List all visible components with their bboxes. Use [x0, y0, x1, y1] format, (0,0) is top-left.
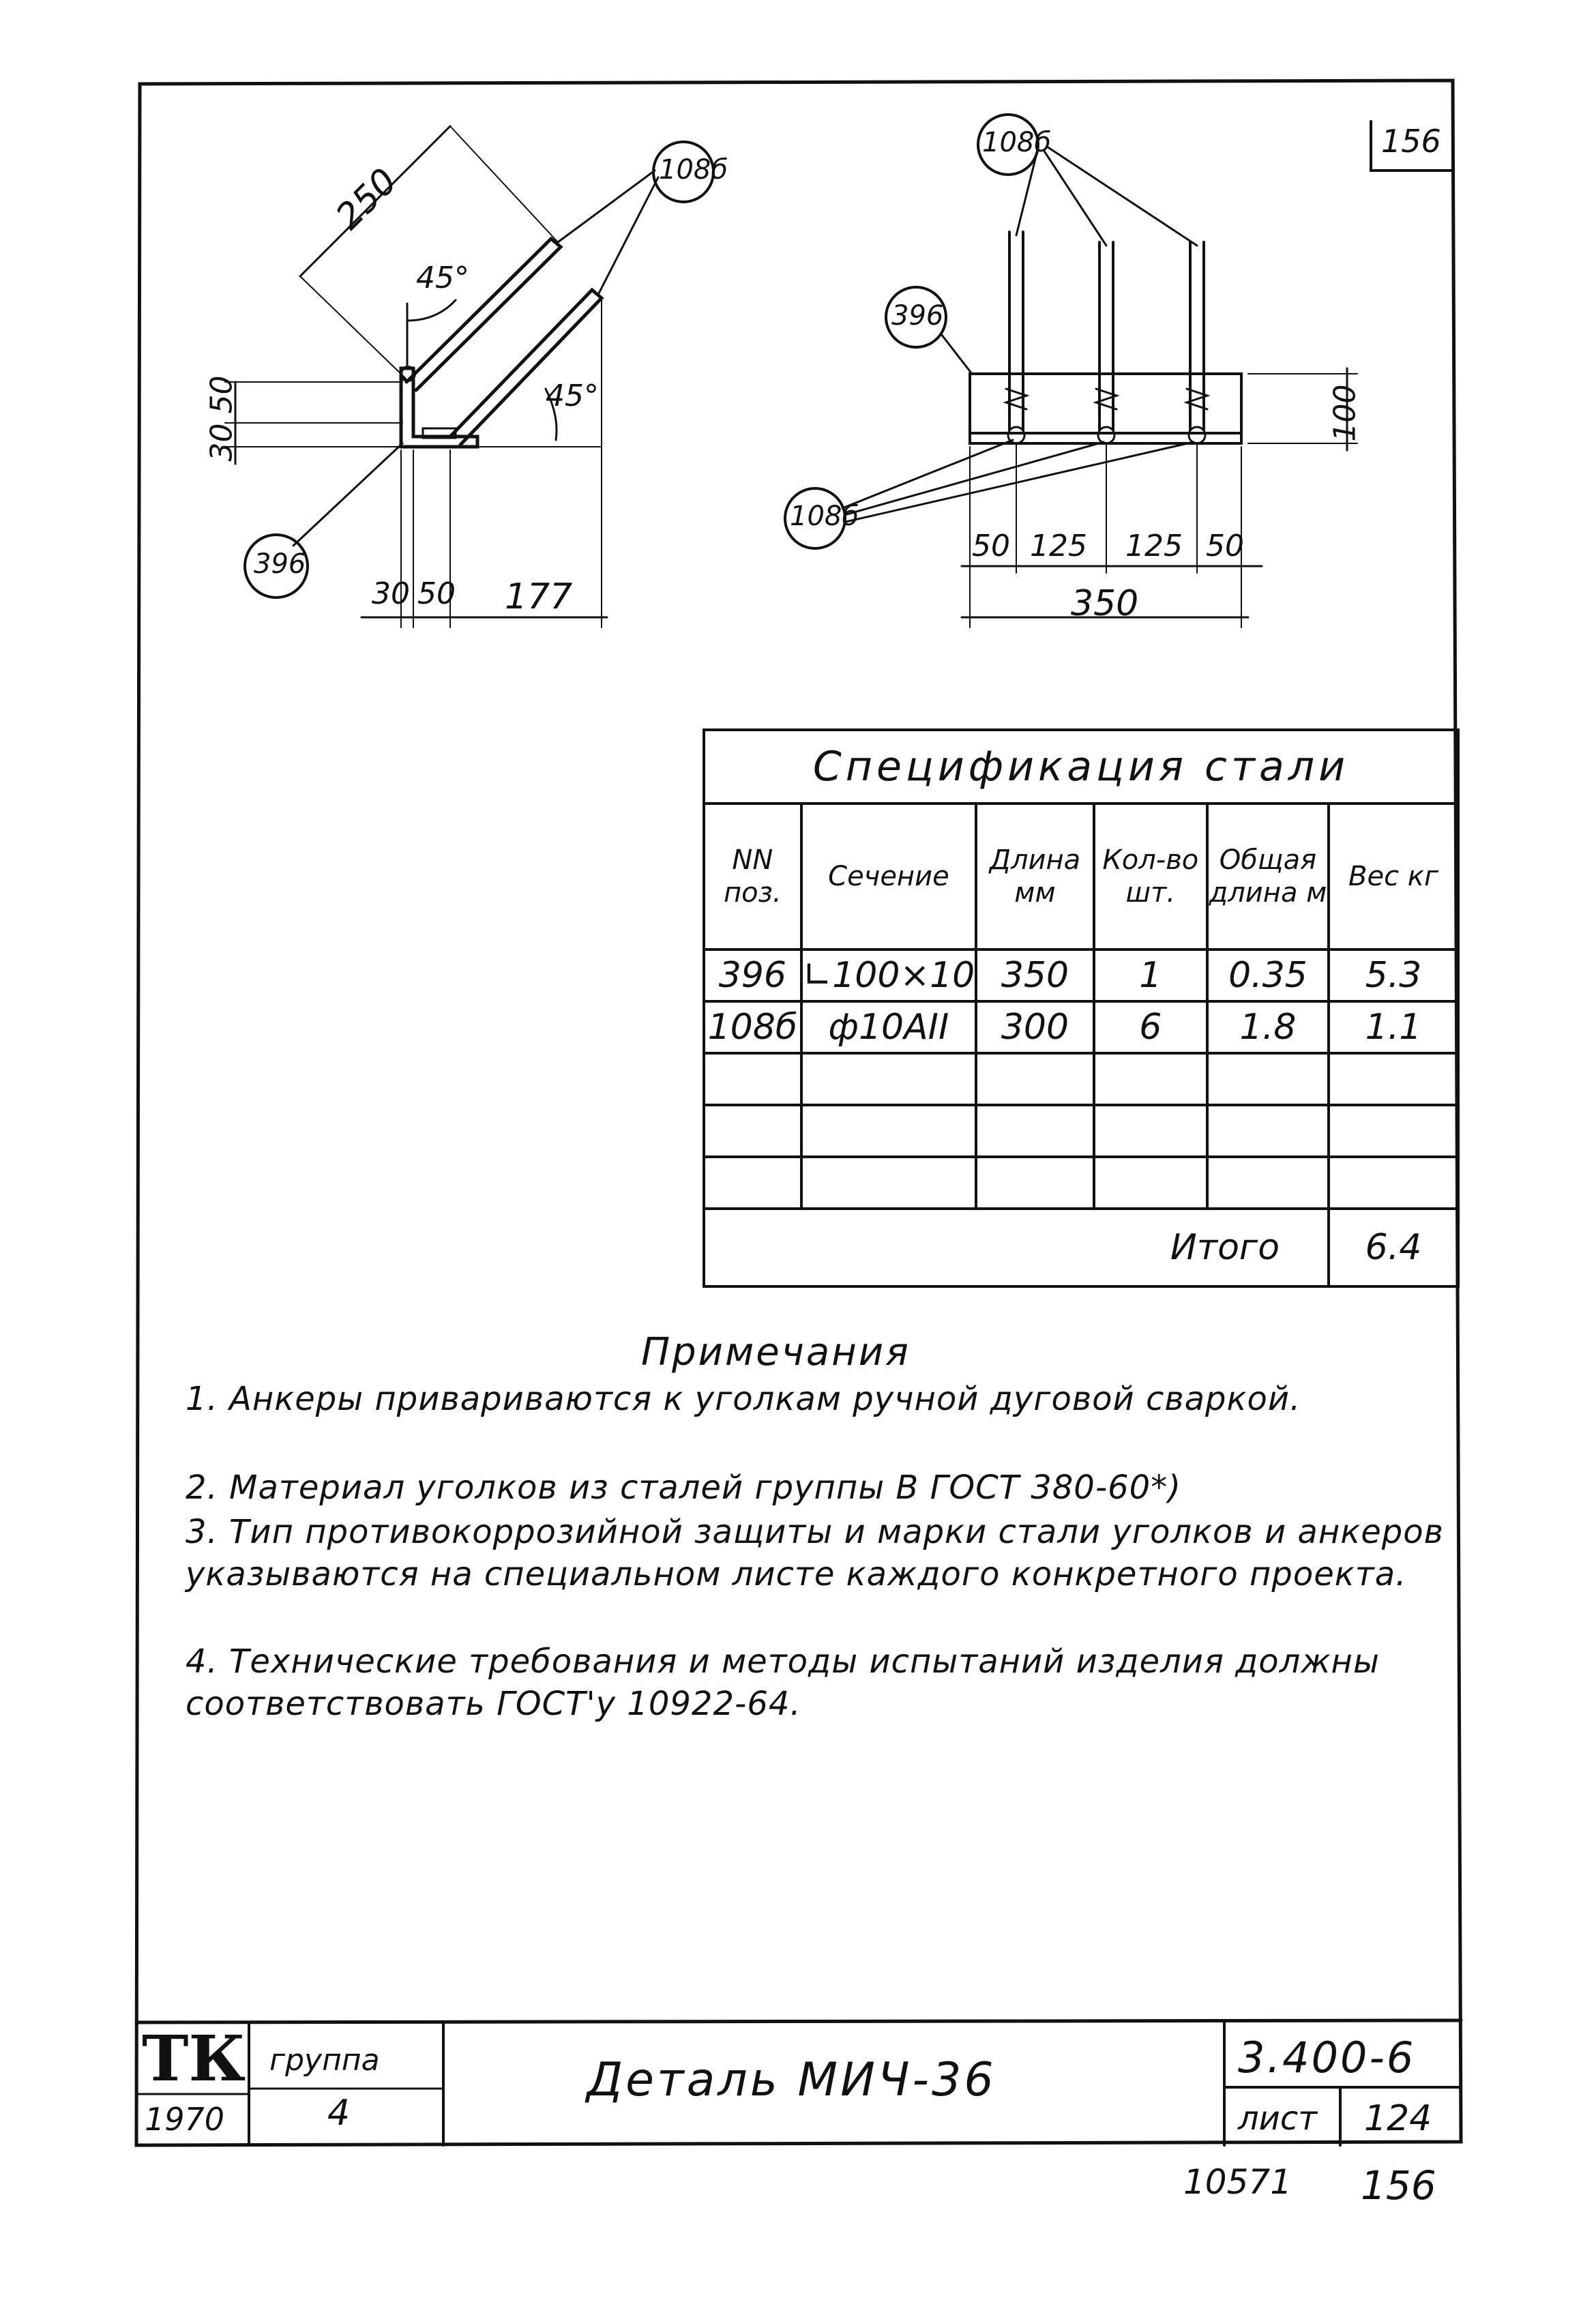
- corner-sheet-number: 156: [1381, 123, 1441, 160]
- total-value: 6.4: [1329, 1209, 1458, 1286]
- total-row: [704, 1209, 1458, 1286]
- dim-50-left: 50: [972, 529, 1010, 563]
- cell-length: 300: [976, 1001, 1094, 1053]
- total-label: Итого: [704, 1209, 1329, 1286]
- dim-250: 250: [328, 160, 405, 238]
- bottom-dim-50: 50: [417, 576, 456, 611]
- mark-angle-right: 396: [891, 300, 944, 332]
- spec-header-section: Сечение: [801, 804, 977, 949]
- mark-anchor-bottom: 108б: [790, 501, 859, 532]
- cell-section: ∟100×10: [801, 949, 977, 1001]
- spec-header-weight: Вес кг: [1329, 804, 1458, 949]
- spec-header-total-length: Общая длина м: [1207, 804, 1329, 949]
- table-row: [704, 1157, 1458, 1209]
- note-1: 1. Анкеры привариваются к уголкам ручной дуговой сваркой.: [186, 1380, 1301, 1418]
- cell-total-length: 0.35: [1207, 949, 1329, 1001]
- note-2: 2. Материал уголков из сталей группы В ГОСТ 380-60*): [186, 1469, 1181, 1507]
- cell-section: ф10АII: [801, 1001, 977, 1053]
- bottom-dim-177: 177: [505, 576, 573, 617]
- dim-30-50-vertical: 30 50: [204, 375, 239, 462]
- doc-number: 10571: [1183, 2162, 1292, 2202]
- dim-125-b: 125: [1125, 529, 1183, 563]
- cell-weight: 5.3: [1329, 949, 1458, 1001]
- dim-height-100: 100: [1327, 384, 1363, 442]
- drawing-title: Деталь МИЧ-36: [587, 2053, 996, 2107]
- notes-title: Примечания: [641, 1330, 911, 1374]
- note-4: 4. Технические требования и методы испытаний изделия должны соответствовать ГОСТ'у 10922-64.: [186, 1642, 1380, 1723]
- cell-qty: 1: [1094, 949, 1207, 1001]
- spec-title: Спецификация стали: [704, 730, 1458, 804]
- mark-anchor-top: 108б: [982, 127, 1052, 158]
- series-number: 3.400-6: [1238, 2033, 1416, 2082]
- group-value: 4: [327, 2093, 351, 2134]
- bottom-dim-30: 30: [372, 576, 410, 611]
- sheet-label: лист: [1238, 2100, 1318, 2138]
- cell-weight: 1.1: [1329, 1001, 1458, 1053]
- table-row: [704, 1105, 1458, 1157]
- angle-top: 45°: [416, 261, 469, 295]
- cell-qty: 6: [1094, 1001, 1207, 1053]
- table-row: [704, 1001, 1458, 1053]
- dim-total-350: 350: [1071, 583, 1139, 624]
- year: 1970: [145, 2101, 225, 2138]
- spec-header-pos: NN поз.: [704, 804, 801, 949]
- cell-total-length: 1.8: [1207, 1001, 1329, 1053]
- tk-logo: ТК: [142, 2022, 246, 2095]
- cell-pos: 108б: [704, 1001, 801, 1053]
- angle-right: 45°: [546, 379, 599, 413]
- specification-table: [703, 728, 1460, 1288]
- table-row: [704, 949, 1458, 1001]
- mark-angle-left: 396: [254, 548, 306, 580]
- dim-125-a: 125: [1030, 529, 1087, 563]
- spec-header-qty: Кол-во шт.: [1094, 804, 1207, 949]
- table-row: [704, 1053, 1458, 1105]
- page-number: 156: [1361, 2162, 1436, 2209]
- dim-50-right: 50: [1206, 529, 1244, 563]
- mark-anchor-left: 108б: [659, 154, 728, 186]
- cell-pos: 396: [704, 949, 801, 1001]
- cell-length: 350: [976, 949, 1094, 1001]
- note-3: 3. Тип противокоррозийной защиты и марки стали уголков и анкеров указываются на специальном листе каждого конкретного проекта.: [186, 1513, 1444, 1593]
- spec-header-length: Длина мм: [976, 804, 1094, 949]
- group-label: группа: [269, 2043, 380, 2078]
- sheet-value: 124: [1364, 2098, 1432, 2139]
